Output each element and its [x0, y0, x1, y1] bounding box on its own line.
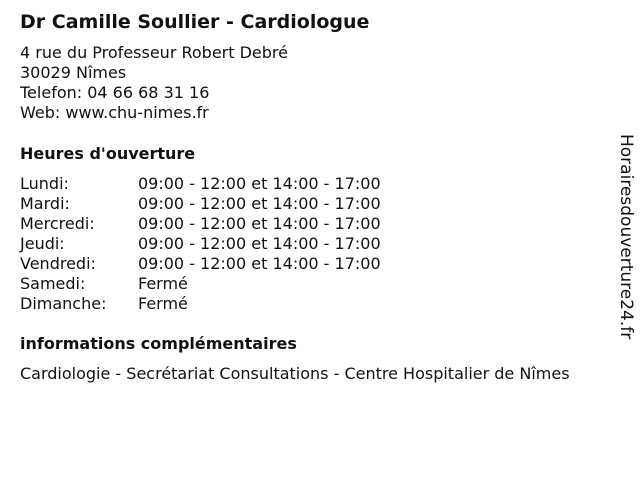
day-hours: 09:00 - 12:00 et 14:00 - 17:00	[138, 174, 381, 193]
hours-row-saturday	[20, 274, 620, 294]
info-text: Cardiologie - Secrétariat Consultations - Centre Hospitalier de Nîmes	[20, 364, 570, 383]
hours-table	[20, 174, 620, 314]
hours-row-monday	[20, 174, 620, 194]
website-line: Web: www.chu-nimes.fr	[20, 103, 209, 122]
phone-number: Telefon: 04 66 68 31 16	[20, 83, 210, 102]
day-label: Dimanche:	[20, 294, 107, 313]
page-title: Dr Camille Soullier - Cardiologue	[20, 11, 370, 33]
hours-row-friday	[20, 254, 620, 274]
day-hours: 09:00 - 12:00 et 14:00 - 17:00	[138, 194, 381, 213]
day-label: Jeudi:	[20, 234, 65, 253]
day-label: Vendredi:	[20, 254, 96, 273]
hours-heading: Heures d'ouverture	[20, 144, 196, 163]
day-hours: 09:00 - 12:00 et 14:00 - 17:00	[138, 254, 381, 273]
address-city: 30029 Nîmes	[20, 63, 127, 82]
info-heading: informations complémentaires	[20, 334, 297, 353]
address-block	[20, 43, 620, 123]
day-hours: 09:00 - 12:00 et 14:00 - 17:00	[138, 214, 381, 233]
hours-row-tuesday	[20, 194, 620, 214]
address-street: 4 rue du Professeur Robert Debré	[20, 43, 288, 62]
day-hours: Fermé	[138, 294, 188, 313]
hours-row-sunday	[20, 294, 620, 314]
hours-row-wednesday	[20, 214, 620, 234]
day-hours: 09:00 - 12:00 et 14:00 - 17:00	[138, 234, 381, 253]
day-label: Samedi:	[20, 274, 86, 293]
day-label: Lundi:	[20, 174, 69, 193]
day-label: Mardi:	[20, 194, 70, 213]
site-watermark: Horairesdouverture24.fr	[616, 134, 636, 340]
day-label: Mercredi:	[20, 214, 95, 233]
day-hours: Fermé	[138, 274, 188, 293]
hours-row-thursday	[20, 234, 620, 254]
business-card	[20, 9, 620, 384]
